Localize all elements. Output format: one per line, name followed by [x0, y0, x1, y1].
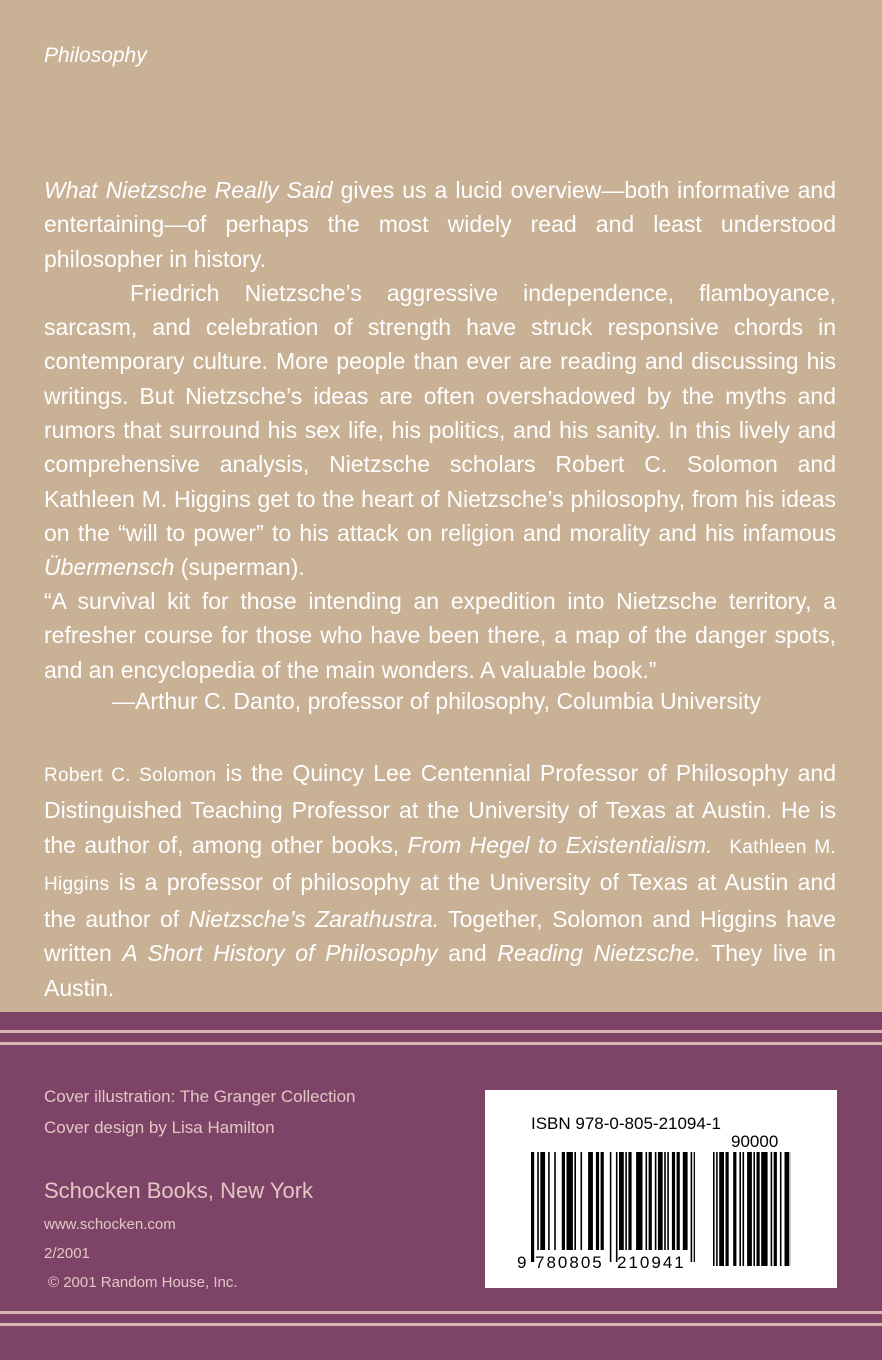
- author-name-solomon: Robert C. Solomon: [44, 765, 217, 786]
- print-date: 2/2001: [44, 1245, 90, 1262]
- ubermensch-term: Übermensch: [44, 554, 175, 581]
- barcode-bar: [601, 1152, 604, 1250]
- bio-text-5: They live in Austin.: [44, 940, 836, 1001]
- barcode-bar: [691, 1152, 693, 1262]
- barcode-bar: [785, 1152, 790, 1266]
- barcode-bar: [581, 1152, 583, 1250]
- barcode-bar: [771, 1152, 773, 1266]
- barcode-bar: [636, 1152, 642, 1250]
- barcode-bar: [548, 1152, 550, 1250]
- decorative-stripe: [0, 1311, 882, 1314]
- barcode-bar: [719, 1152, 724, 1266]
- barcode-bar: [574, 1152, 576, 1250]
- barcode-bar: [658, 1152, 663, 1250]
- book-reading-nietzsche: Reading Nietzsche.: [497, 940, 701, 967]
- copyright-notice: © 2001 Random House, Inc.: [48, 1274, 238, 1291]
- barcode-bar: [610, 1152, 612, 1262]
- barcode-bar: [619, 1152, 624, 1250]
- barcode-bar: [774, 1152, 777, 1266]
- bio-text-4: and: [437, 940, 498, 967]
- description-paragraph: [44, 173, 836, 585]
- isbn-number: ISBN 978-0-805-21094-1: [531, 1114, 721, 1133]
- barcode-main-bars: [531, 1152, 695, 1262]
- book-hegel: From Hegel to Existentialism.: [407, 831, 713, 858]
- price-code: 90000: [731, 1132, 779, 1151]
- barcode-bar: [596, 1152, 599, 1250]
- barcode-addon-bars: [713, 1152, 791, 1266]
- barcode-bar: [726, 1152, 729, 1266]
- bio-text-2: is a professor of philosophy at the University of Texas at Austin and the author of: [44, 868, 836, 933]
- description-text-1: gives us a lucid overview—both informative and entertaining—of perhaps the most widely read and least understood philosopher in history.: [44, 177, 836, 272]
- barcode-digit-first: 9: [517, 1253, 527, 1272]
- barcode-bar: [694, 1152, 695, 1262]
- author-name-higgins: Kathleen M. Higgins: [44, 836, 836, 895]
- barcode-bar: [649, 1152, 652, 1250]
- barcode-bar: [672, 1152, 675, 1250]
- barcode-bar: [655, 1152, 657, 1250]
- barcode-bar: [646, 1152, 648, 1250]
- barcode-digits-left: 780805: [535, 1253, 604, 1272]
- barcode-bar: [761, 1152, 767, 1266]
- barcode-bar: [628, 1152, 631, 1250]
- bio-text-1: is the Quincy Lee Centennial Professor of Philosophy and Distinguished Teaching Professor at the University of Texas at Austin. He is the author of, among other books,: [44, 760, 836, 858]
- barcode-bar: [743, 1152, 745, 1266]
- barcode-bar: [747, 1152, 752, 1266]
- decorative-stripe: [0, 1030, 882, 1033]
- barcode-bar: [616, 1152, 618, 1262]
- decorative-stripe: [0, 1042, 882, 1045]
- design-credit: Cover design by Lisa Hamilton: [44, 1118, 275, 1137]
- barcode-bar: [554, 1152, 556, 1250]
- barcode-bar: [625, 1152, 627, 1250]
- isbn-barcode: [485, 1090, 837, 1288]
- barcode-bar: [733, 1152, 736, 1266]
- book-short-history: A Short History of Philosophy: [122, 940, 438, 967]
- barcode-bar: [713, 1152, 715, 1266]
- barcode-bar: [780, 1152, 782, 1266]
- publisher-name: Schocken Books, New York: [44, 1178, 314, 1203]
- barcode-graphic: [485, 1090, 837, 1288]
- barcode-bar: [739, 1152, 741, 1266]
- barcode-bar: [531, 1152, 534, 1262]
- barcode-bar: [757, 1152, 760, 1266]
- barcode-bar: [667, 1152, 669, 1250]
- barcode-bar: [588, 1152, 593, 1250]
- decorative-stripe: [0, 1323, 882, 1326]
- barcode-bar: [677, 1152, 680, 1250]
- barcode-digits-right: 210941: [617, 1253, 686, 1272]
- description-text-3: (superman).: [174, 554, 305, 581]
- description-text-2: Friedrich Nietzsche’s aggressive independence, flamboyance, sarcasm, and celebration of strength have struck responsive chords in contemporary culture. More people than ever are reading and discussing his writings. But Nietzsche’s ideas are often overshadowed by the myths and rumors that surround his sex life, his politics, and his sanity. In this lively and comprehensive analysis, Nietzsche scholars Robert C. Solomon and Kathleen M. Higgins get to the heart of Nietzsche’s philosophy, from his ideas on the “will to power” to his attack on religion and morality and his infamous: [44, 279, 836, 546]
- bio-text-3: Together, Solomon and Higgins have written: [44, 906, 836, 967]
- barcode-bar: [537, 1152, 539, 1250]
- author-bio: [44, 756, 836, 1005]
- barcode-bar: [567, 1152, 573, 1250]
- book-title: What Nietzsche Really Said: [44, 177, 333, 203]
- barcode-bar: [664, 1152, 666, 1250]
- barcode-bar: [540, 1152, 545, 1250]
- quote-attribution: —Arthur C. Danto, professor of philosophy, Columbia University: [112, 688, 761, 714]
- barcode-bar: [683, 1152, 688, 1250]
- barcode-bar: [716, 1152, 718, 1266]
- illustration-credit: Cover illustration: The Granger Collection: [44, 1087, 356, 1106]
- blurb-quote: “A survival kit for those intending an expedition into Nietzsche territory, a refresher course for those who have been there, a map of the danger spots, and an encyclopedia of the main wonders. A valuable book.”: [44, 588, 836, 683]
- book-zarathustra: Nietzsche’s Zarathustra.: [188, 906, 440, 933]
- publisher-website: www.schocken.com: [44, 1216, 176, 1233]
- barcode-bar: [562, 1152, 565, 1250]
- barcode-bar: [753, 1152, 755, 1266]
- category-label: Philosophy: [44, 44, 147, 67]
